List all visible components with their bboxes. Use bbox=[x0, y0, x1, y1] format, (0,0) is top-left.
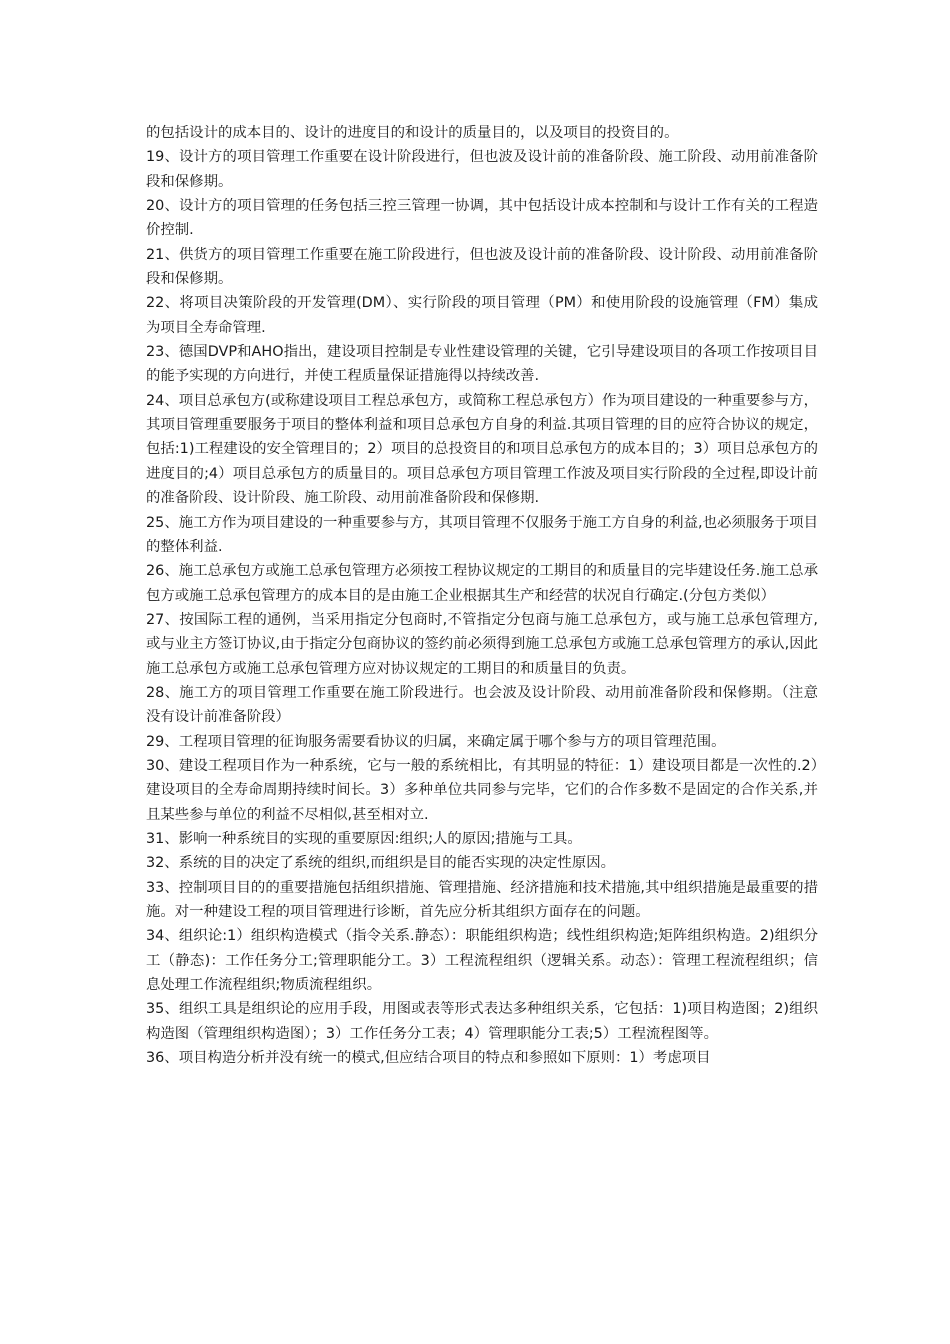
paragraph-22: 22、将项目决策阶段的开发管理(DM）、实行阶段的项目管理（PM）和使用阶段的设施管理（FM）集成为项目全寿命管理. bbox=[146, 295, 818, 336]
paragraph-29: 29、工程项目管理的征询服务需要看协议的归属，来确定属于哪个参与方的项目管理范围。 bbox=[146, 733, 726, 750]
paragraph-24: 24、项目总承包方(或称建设项目工程总承包方，或简称工程总承包方）作为项目建设的一种重要参与方，其项目管理重要服务于项目的整体利益和项目总承包方自身的利益.其项目管理的目的应符合协议的规定，包括:1)工程建设的安全管理目的；2）项目的总投资目的和项目总承包方的成本目的；3）项目总承包方的进度目的;4）项目总承包方的质量目的。项目总承包方项目管理工作波及项目实行阶段的全过程,即设计前的准备阶段、设计阶段、施工阶段、动用前准备阶段和保修期. bbox=[146, 392, 818, 507]
paragraph-continuation: 的包括设计的成本目的、设计的进度目的和设计的质量目的，以及项目的投资目的。 bbox=[146, 125, 679, 141]
paragraph-20: 20、设计方的项目管理的任务包括三控三管理一协调，其中包括设计成本控制和与设计工作有关的工程造价控制. bbox=[146, 198, 818, 239]
paragraph-35: 35、组织工具是组织论的应用手段，用图或表等形式表达多种组织关系，它包括：1)项目构造图；2)组织构造图（管理组织构造图）；3）工作任务分工表；4）管理职能分工表;5）工程流程图等。 bbox=[146, 1001, 818, 1042]
document-body bbox=[146, 121, 818, 1070]
paragraph-30: 30、建设工程项目作为一种系统，它与一般的系统相比，有其明显的特征：1）建设项目都是一次性的.2）建设项目的全寿命周期持续时间长。3）多种单位共同参与完毕，它们的合作多数不是固定的合作关系,并且某些参与单位的利益不尽相似,甚至相对立. bbox=[146, 757, 818, 823]
paragraph-19: 19、设计方的项目管理工作重要在设计阶段进行，但也波及设计前的准备阶段、施工阶段、动用前准备阶段和保修期。 bbox=[146, 149, 818, 190]
paragraph-21: 21、供货方的项目管理工作重要在施工阶段进行，但也波及设计前的准备阶段、设计阶段、动用前准备阶段和保修期。 bbox=[146, 246, 818, 288]
paragraph-33: 33、控制项目目的的重要措施包括组织措施、管理措施、经济措施和技术措施,其中组织措施是最重要的措施。对一种建设工程的项目管理进行诊断，首先应分析其组织方面存在的问题。 bbox=[146, 879, 818, 920]
paragraph-31: 31、影响一种系统目的实现的重要原因:组织;人的原因;措施与工具。 bbox=[146, 830, 582, 847]
paragraph-32: 32、系统的目的决定了系统的组织,而组织是目的能否实现的决定性原因。 bbox=[146, 855, 615, 872]
paragraph-25: 25、施工方作为项目建设的一种重要参与方，其项目管理不仅服务于施工方自身的利益,也必须服务于项目的整体利益. bbox=[146, 514, 818, 555]
paragraph-26: 26、施工总承包方或施工总承包管理方必须按工程协议规定的工期目的和质量目的完毕建设任务.施工总承包方或施工总承包管理方的成本目的是由施工企业根据其生产和经营的状况自行确定.(分包方类似） bbox=[146, 563, 818, 604]
paragraph-27: 27、按国际工程的通例，当采用指定分包商时,不管指定分包商与施工总承包方，或与施工总承包管理方,或与业主方签订协议,由于指定分包商协议的签约前必须得到施工总承包方或施工总承包管理方的承认,因此施工总承包方或施工总承包管理方应对协议规定的工期目的和质量目的负责。 bbox=[146, 611, 818, 677]
paragraph-23: 23、德国DVP和AHO指出，建设项目控制是专业性建设管理的关键，它引导建设项目的各项工作按项目目的能予实现的方向进行，并使工程质量保证措施得以持续改善. bbox=[146, 344, 818, 385]
paragraph-36: 36、项目构造分析并没有统一的模式,但应结合项目的特点和参照如下原则：1）考虑项目 bbox=[146, 1050, 711, 1067]
paragraph-28: 28、施工方的项目管理工作重要在施工阶段进行。也会波及设计阶段、动用前准备阶段和保修期。（注意没有设计前准备阶段） bbox=[146, 684, 818, 726]
paragraph-34: 34、组织论:1）组织构造模式（指令关系.静态）：职能组织构造；线性组织构造;矩阵组织构造。2)组织分工（静态)：工作任务分工;管理职能分工。3）工程流程组织（逻辑关系。动态）：管理工程流程组织；信息处理工作流程组织;物质流程组织。 bbox=[146, 928, 818, 994]
